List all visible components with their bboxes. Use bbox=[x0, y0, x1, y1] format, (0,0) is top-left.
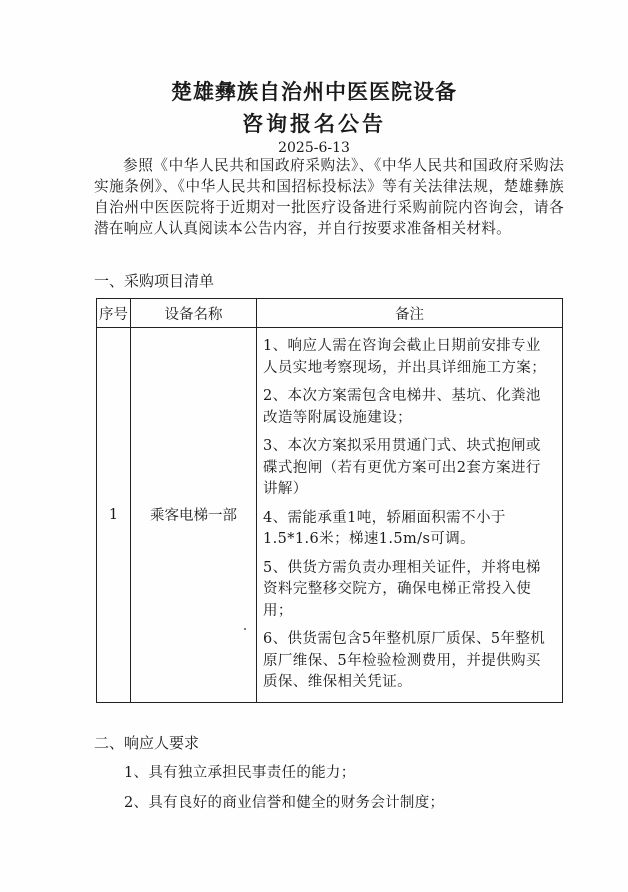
title-line-2: 咨询报名公告 bbox=[242, 111, 386, 136]
section-2-heading: 二、响应人要求 bbox=[94, 734, 200, 752]
table-header-row bbox=[97, 299, 563, 328]
table-row bbox=[97, 328, 563, 703]
header-device-name: 设备名称 bbox=[131, 299, 257, 328]
stray-mark bbox=[244, 628, 246, 630]
note-item: 1、响应人需在咨询会截止日期前安排专业人员实地考察现场，并出具详细施工方案； bbox=[263, 338, 547, 376]
header-number: 序号 bbox=[97, 299, 131, 328]
header-notes: 备注 bbox=[257, 299, 563, 328]
note-item: 6、供货需包含5年整机原厂质保、5年整机原厂维保、5年检验检测费用，并提供购买质保、维保相关凭证。 bbox=[263, 631, 546, 690]
note-item: 2、本次方案需包含电梯井、基坑、化粪池改造等附属设施建设； bbox=[263, 388, 541, 426]
requirement-item: 1、具有独立承担民事责任的能力； bbox=[124, 765, 356, 781]
note-item: 5、供货方需负责办理相关证件，并将电梯资料完整移交院方，确保电梯正常投入使用； bbox=[263, 559, 541, 619]
title-line-1: 楚雄彝族自治州中医医院设备 bbox=[171, 79, 457, 104]
row-number: 1 bbox=[97, 328, 131, 703]
requirement-item: 2、具有良好的商业信誉和健全的财务会计制度； bbox=[124, 795, 445, 811]
row-notes bbox=[257, 328, 563, 703]
note-item: 3、本次方案拟采用贯通门式、块式抱闸或碟式抱闸（若有更优方案可出2套方案进行讲解） bbox=[263, 438, 541, 497]
publish-date: 2025-6-13 bbox=[278, 140, 350, 156]
procurement-table bbox=[96, 298, 563, 703]
note-item: 4、需能承重1吨，轿厢面积需不小于1.5*1.6米；梯速1.5m/s可调。 bbox=[263, 509, 506, 547]
intro-paragraph: 参照《中华人民共和国政府采购法》、《中华人民共和国政府采购法实施条例》、《中华人民共和国招标投标法》等有关法律法规，楚雄彝族自治州中医医院将于近期对一批医疗设备进行采购前院内咨询会，请各潜在响应人认真阅读本公告内容，并自行按要求准备相关材料。 bbox=[94, 157, 564, 237]
section-1-heading: 一、采购项目清单 bbox=[94, 272, 215, 290]
row-device-name: 乘客电梯一部 bbox=[131, 328, 257, 703]
